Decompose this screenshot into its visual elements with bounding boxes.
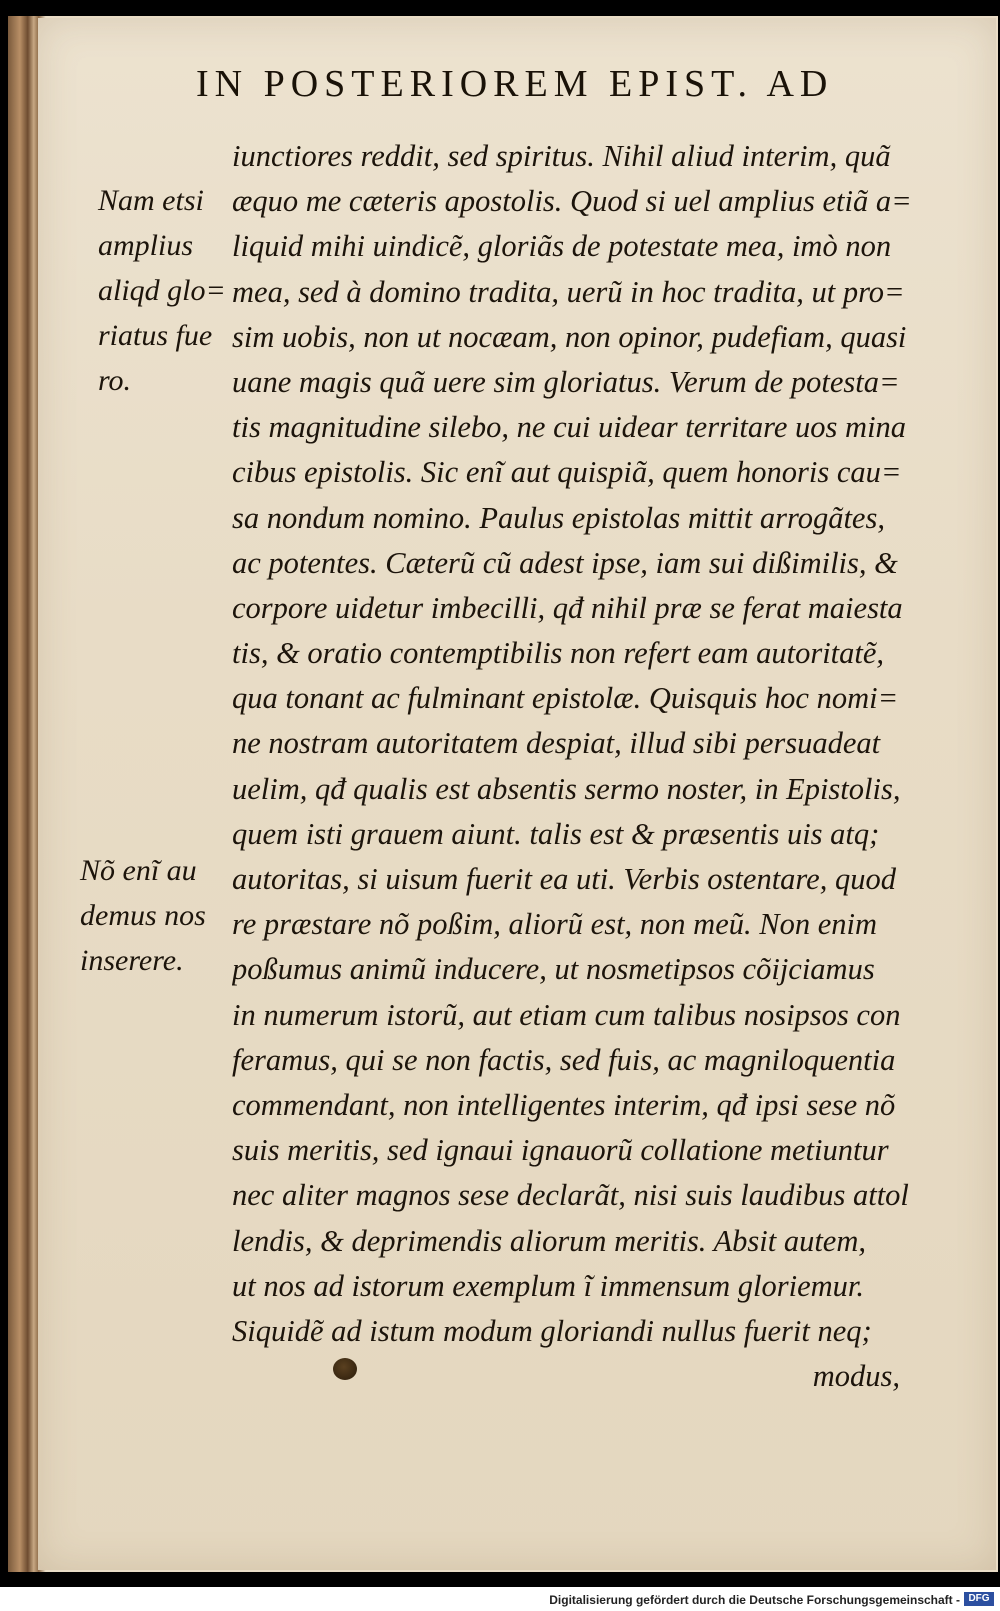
text-line: cibus epistolis. Sic enĩ aut quispiã, quem honoris cau= bbox=[232, 455, 902, 490]
margin-note-line: riatus fue bbox=[98, 319, 213, 352]
margin-note-2 bbox=[80, 848, 230, 983]
text-line: tis, & oratio contemptibilis non refert eam autoritatẽ, bbox=[232, 636, 885, 671]
ink-blot bbox=[333, 1358, 357, 1380]
dfg-logo: DFG bbox=[964, 1592, 994, 1606]
text-line: autoritas, si uisum fuerit ea uti. Verbis ostentare, quod bbox=[232, 862, 896, 896]
margin-note-line: amplius bbox=[98, 229, 194, 262]
text-line: uelim, qđ qualis est absentis sermo noster, in Epistolis, bbox=[232, 771, 901, 806]
text-line: commendant, non intelligentes interim, qđ ipsi sese nõ bbox=[232, 1087, 896, 1122]
text-line: in numerum istorũ, aut etiam cum talibus nosipsos con bbox=[232, 997, 901, 1032]
text-line: Siquidẽ ad istum modum gloriandi nullus fuerit neq; bbox=[232, 1313, 872, 1348]
margin-note-line: aliqd glo= bbox=[98, 274, 226, 307]
text-line: sa nondum nomino. Paulus epistolas mittit arrogãtes, bbox=[232, 500, 885, 535]
catchword: modus, bbox=[812, 1359, 900, 1394]
text-line: poßumus animũ inducere, ut nosmetipsos cõijciamus bbox=[232, 952, 875, 987]
text-line: corpore uidetur imbecilli, qđ nihil præ se ferat maiesta bbox=[232, 590, 903, 625]
text-line: feramus, qui se non factis, sed fuis, ac magniloquentia bbox=[232, 1042, 896, 1077]
text-line: ac potentes. Cæterũ cũ adest ipse, iam sui dißimilis, & bbox=[232, 545, 898, 580]
margin-note-line: ro. bbox=[98, 364, 132, 397]
text-line: quem isti grauem aiunt. talis est & præsentis uis atq; bbox=[232, 816, 880, 851]
text-line: mea, sed à domino tradita, uerũ in hoc tradita, ut pro= bbox=[232, 274, 905, 309]
text-line: iunctiores reddit, sed spiritus. Nihil aliud interim, quã bbox=[232, 139, 891, 173]
text-line: tis magnitudine silebo, ne cui uidear territare uos mina bbox=[232, 410, 907, 445]
text-line: suis meritis, sed ignaui ignauorũ collatione metiuntur bbox=[232, 1133, 889, 1168]
margin-note-1 bbox=[98, 178, 248, 403]
margin-note-line: Nam etsi bbox=[98, 184, 204, 217]
text-line: uane magis quã uere sim gloriatus. Verum de potesta= bbox=[232, 364, 900, 399]
text-line: æquo me cæteris apostolis. Quod si uel amplius etiã a= bbox=[232, 184, 912, 219]
text-line: liquid mihi uindicẽ, gloriãs de potestate mea, imò non bbox=[232, 229, 892, 264]
text-line: ut nos ad istorum exemplum ĩ immensum gloriemur. bbox=[232, 1268, 864, 1303]
text-line: sim uobis, non ut nocæam, non opinor, pudefiam, quasi bbox=[232, 319, 907, 354]
text-line: ne nostram autoritatem despiat, illud sibi persuadeat bbox=[232, 726, 881, 761]
margin-note-line: demus nos bbox=[80, 899, 206, 932]
body-text bbox=[232, 134, 922, 1399]
text-line: qua tonant ac fulminant epistolæ. Quisquis hoc nomi= bbox=[232, 681, 899, 716]
footer-credit: Digitalisierung gefördert durch die Deutsche Forschungsgemeinschaft - bbox=[549, 1593, 960, 1607]
margin-note-line: inserere. bbox=[80, 944, 184, 977]
text-line: nec aliter magnos sese declarãt, nisi suis laudibus attol bbox=[232, 1178, 909, 1213]
text-line: lendis, & deprimendis aliorum meritis. Absit autem, bbox=[232, 1223, 866, 1258]
margin-note-line: Nõ enĩ au bbox=[80, 854, 197, 887]
text-line: re præstare nõ poßim, aliorũ est, non meũ. Non enim bbox=[232, 907, 877, 942]
running-head: IN POSTERIOREM EPIST. AD bbox=[196, 63, 834, 105]
